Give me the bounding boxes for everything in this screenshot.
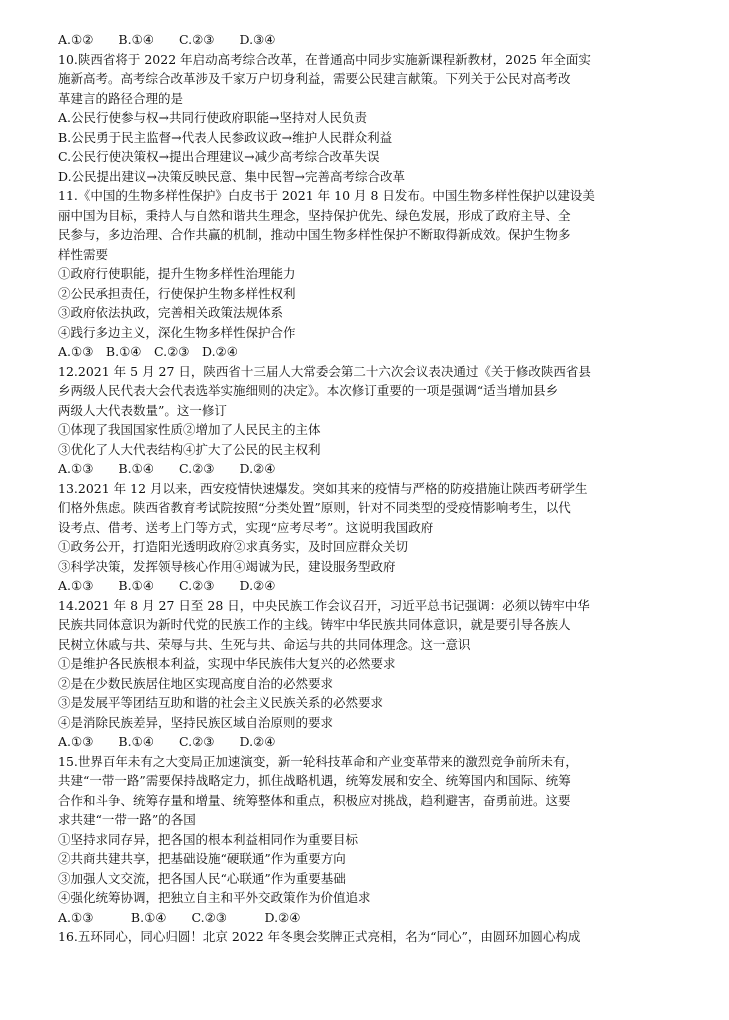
text-line: 11.《中国的生物多样性保护》白皮书于 2021 年 10 月 8 日发布。中国生物多样性保护以建设美 <box>58 188 595 203</box>
text-line: ①体现了我国国家性质②增加了人民民主的主体 <box>58 422 321 437</box>
text-line: ③政府依法执政，完善相关政策法规体系 <box>58 305 284 320</box>
text-line: 设考点、借考、送考上门等方式，实现“应考尽考”。这说明我国政府 <box>58 519 434 535</box>
text-line: ①坚持求同存异，把各国的根本利益相同作为重要目标 <box>58 831 359 847</box>
text-line: A.①③ B.①④ C.②③ D.②④ <box>58 578 276 593</box>
text-line: A.公民行使参与权→共同行使政府职能→坚持对人民负责 <box>58 110 367 125</box>
text-line: 15.世界百年未有之大变局正加速演变，新一轮科技革命和产业变革带来的激烈竞争前所未有， <box>58 753 578 769</box>
text-line: ②共商共建共享，把基础设施“硬联通”作为重要方向 <box>58 851 346 866</box>
text-line: 乡两级人民代表大会代表选举实施细则的决定》。本次修订重要的一项是强调“适当增加县乡 <box>58 383 559 398</box>
text-line: 们格外焦虑。陕西省教育考试院按照“分类处置”原则，针对不同类型的受疫情影响考生，以代 <box>58 500 571 515</box>
text-line: ①是维护各民族根本利益，实现中华民族伟大复兴的必然要求 <box>58 656 396 671</box>
text-line: A.①③ B.①④ C.②③ D.②④ <box>58 734 276 749</box>
text-line: ①政府行使职能，提升生物多样性治理能力 <box>58 266 296 281</box>
text-line: 12.2021 年 5 月 27 日，陕西省十三届人大常委会第二十六次会议表决通过《关于修改陕西省县 <box>58 363 591 379</box>
text-line: 民族共同体意识为新时代党的民族工作的主线。铸牢中华民族共同体意识，就是要引导各族人 <box>58 617 571 632</box>
text-line: 革建言的路径合理的是 <box>58 90 184 106</box>
text-line: 样性需要 <box>58 246 109 262</box>
text-line: A.①③ B.①④ C.②③ D.②④ <box>58 344 238 359</box>
text-line: B.公民勇于民主监督→代表人民参政议政→维护人民群众利益 <box>58 129 393 145</box>
text-line: 两级人大代表数量”。这一修订 <box>58 402 227 418</box>
text-line: A.①③ B.①④ C.②③ D.②④ <box>58 909 301 925</box>
text-line: ②是在少数民族居住地区实现高度自治的必然要求 <box>58 675 334 691</box>
text-line: A.①③ B.①④ C.②③ D.②④ <box>58 461 276 476</box>
text-line: 民参与，多边治理、合作共赢的机制，推动中国生物多样性保护不断取得新成效。保护生物多 <box>58 227 571 242</box>
text-line: ④强化统筹协调，把独立自主和平外交政策作为价值追求 <box>58 890 371 905</box>
text-line: 求共建“一带一路”的各国 <box>58 812 196 827</box>
text-line: ③优化了人大代表结构④扩大了公民的民主权利 <box>58 441 321 457</box>
text-line: ③加强人文交流，把各国人民“心联通”作为重要基础 <box>58 870 346 886</box>
text-line: 共建“一带一路”需要保持战略定力，抓住战略机遇，统筹发展和安全、统筹国内和国际、统筹 <box>58 773 571 788</box>
text-line: ①政务公开，打造阳光透明政府②求真务实，及时回应群众关切 <box>58 539 409 554</box>
text-line: 合作和斗争、统筹存量和增量、统筹整体和重点，积极应对挑战，趋利避害，奋勇前进。这要 <box>58 792 571 808</box>
text-line: 10.陕西省将于 2022 年启动高考综合改革，在普通高中同步实施新课程新教材，2025 年全面实 <box>58 51 591 67</box>
text-line: ②公民承担责任，行使保护生物多样性权利 <box>58 285 296 301</box>
text-line: ③是发展平等团结互助和谐的社会主义民族关系的必然要求 <box>58 695 384 710</box>
text-line: A.①② B.①④ C.②③ D.③④ <box>58 32 276 47</box>
text-line: ③科学决策，发挥领导核心作用④竭诚为民，建设服务型政府 <box>58 558 396 574</box>
text-line: D.公民提出建议→决策反映民意、集中民智→完善高考综合改革 <box>58 168 405 184</box>
text-line: 施新高考。高考综合改革涉及千家万户切身利益，需要公民建言献策。下列关于公民对高考改 <box>58 71 571 86</box>
text-line: 民树立休戚与共、荣辱与共、生死与共、命运与共的共同体理念。这一意识 <box>58 636 471 652</box>
text-line: ④践行多边主义，深化生物多样性保护合作 <box>58 324 296 340</box>
text-line: 丽中国为目标，秉持人与自然和谐共生理念，坚持保护优先、绿色发展，形成了政府主导、全 <box>58 207 571 223</box>
text-line: C.公民行使决策权→提出合理建议→减少高考综合改革失误 <box>58 149 380 164</box>
text-line: 16.五环同心，同心归圆！北京 2022 年冬奥会奖牌正式亮相，名为“同心”，由圆环加圆心构成 <box>58 929 581 944</box>
text-line: 14.2021 年 8 月 27 日至 28 日，中央民族工作会议召开，习近平总书记强调：必须以铸牢中华 <box>58 597 590 613</box>
text-line: 13.2021 年 12 月以来，西安疫情快速爆发。突如其来的疫情与严格的防疫措施让陕西考研学生 <box>58 480 588 496</box>
text-line: ④是消除民族差异，坚持民族区域自治原则的要求 <box>58 714 334 730</box>
